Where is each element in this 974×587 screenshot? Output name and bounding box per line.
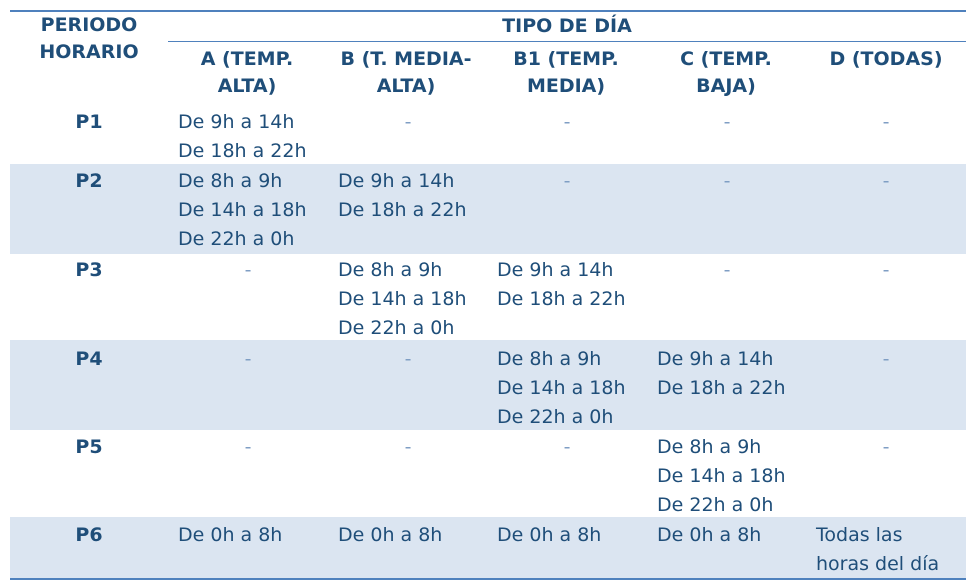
cell-p6-col1 bbox=[178, 521, 328, 550]
cell-p1-col2 bbox=[328, 108, 488, 137]
cell-text-line: horas del día bbox=[816, 553, 940, 575]
cell-p2-col4 bbox=[647, 167, 807, 196]
cell-text-line: De 9h a 14h bbox=[497, 259, 614, 281]
cell-text-line: De 22h a 0h bbox=[497, 406, 614, 428]
cell-p1-col1 bbox=[178, 108, 328, 166]
header-tipo-de-dia: TIPO DE DÍA bbox=[502, 15, 632, 37]
cell-p6-col3 bbox=[497, 521, 647, 550]
cell-text-line: - bbox=[244, 436, 252, 458]
cell-p2-col3 bbox=[487, 167, 647, 196]
cell-text-line: - bbox=[882, 170, 890, 192]
cell-text-line: De 0h a 8h bbox=[497, 524, 602, 546]
cell-p2-col5 bbox=[806, 167, 966, 196]
cell-text-line: De 22h a 0h bbox=[178, 228, 295, 250]
cell-text-line: - bbox=[244, 259, 252, 281]
cell-text-line: De 9h a 14h bbox=[657, 348, 774, 370]
column-header-b-line-1: B (T. MEDIA- bbox=[340, 48, 472, 70]
cell-text-line: - bbox=[404, 348, 412, 370]
cell-p6-col2 bbox=[338, 521, 488, 550]
cell-text-line: - bbox=[404, 436, 412, 458]
cell-text-line: De 18h a 22h bbox=[657, 377, 786, 399]
column-header-b1-line-2: MEDIA) bbox=[526, 75, 606, 97]
cell-text-line: De 8h a 9h bbox=[178, 170, 283, 192]
cell-p5-col4 bbox=[657, 433, 807, 520]
column-header-b bbox=[326, 46, 486, 100]
period-label-p5: P5 bbox=[75, 436, 103, 458]
cell-p3-col4 bbox=[647, 256, 807, 285]
header-periodo-line-2: HORARIO bbox=[39, 41, 139, 63]
cell-text-line: De 14h a 18h bbox=[178, 199, 307, 221]
cell-text-line: De 0h a 8h bbox=[338, 524, 443, 546]
column-header-c-line-2: BAJA) bbox=[696, 75, 756, 97]
cell-text-line: - bbox=[404, 111, 412, 133]
header-periodo-horario bbox=[10, 12, 168, 66]
column-header-b1-line-1: B1 (TEMP. bbox=[513, 48, 619, 70]
cell-p5-col1 bbox=[168, 433, 328, 462]
cell-text-line: De 0h a 8h bbox=[178, 524, 283, 546]
cell-text-line: - bbox=[723, 111, 731, 133]
column-header-d bbox=[806, 46, 966, 73]
cell-text-line: De 0h a 8h bbox=[657, 524, 762, 546]
period-label-p4: P4 bbox=[75, 348, 103, 370]
cell-text-line: De 14h a 18h bbox=[497, 377, 626, 399]
cell-p4-col4 bbox=[657, 345, 807, 403]
cell-p5-col5 bbox=[806, 433, 966, 462]
cell-p4-col2 bbox=[328, 345, 488, 374]
cell-text-line: Todas las bbox=[816, 524, 903, 546]
cell-text-line: De 22h a 0h bbox=[338, 317, 455, 339]
cell-text-line: - bbox=[882, 348, 890, 370]
cell-p1-col4 bbox=[647, 108, 807, 137]
cell-text-line: De 18h a 22h bbox=[338, 199, 467, 221]
cell-p3-col3 bbox=[497, 256, 647, 314]
cell-text-line: De 9h a 14h bbox=[338, 170, 455, 192]
table-bottom-border bbox=[10, 578, 966, 580]
period-label-p2: P2 bbox=[75, 170, 103, 192]
column-header-a-line-2: ALTA) bbox=[217, 75, 277, 97]
cell-text-line: De 22h a 0h bbox=[657, 494, 774, 516]
cell-text-line: - bbox=[563, 111, 571, 133]
cell-p6-col4 bbox=[657, 521, 807, 550]
cell-p4-col1 bbox=[168, 345, 328, 374]
period-label-p1: P1 bbox=[75, 111, 103, 133]
column-header-a-line-1: A (TEMP. bbox=[200, 48, 294, 70]
cell-text-line: - bbox=[563, 170, 571, 192]
cell-text-line: De 14h a 18h bbox=[338, 288, 467, 310]
cell-text-line: De 14h a 18h bbox=[657, 465, 786, 487]
cell-text-line: De 8h a 9h bbox=[497, 348, 602, 370]
cell-p3-col1 bbox=[168, 256, 328, 285]
cell-p1-col3 bbox=[487, 108, 647, 137]
column-header-c-line-1: C (TEMP. bbox=[680, 48, 772, 70]
cell-p5-col3 bbox=[487, 433, 647, 462]
cell-p5-col2 bbox=[328, 433, 488, 462]
column-header-d-line-1: D (TODAS) bbox=[829, 48, 943, 70]
cell-text-line: - bbox=[882, 111, 890, 133]
column-header-a bbox=[168, 46, 326, 100]
period-label-p3: P3 bbox=[75, 259, 103, 281]
cell-text-line: De 18h a 22h bbox=[497, 288, 626, 310]
cell-p1-col5 bbox=[806, 108, 966, 137]
cell-p2-col1 bbox=[178, 167, 328, 254]
cell-p4-col3 bbox=[497, 345, 647, 432]
header-periodo-line-1: PERIODO bbox=[40, 14, 138, 36]
tariff-periods-table bbox=[10, 10, 966, 580]
cell-text-line: De 18h a 22h bbox=[178, 140, 307, 162]
cell-text-line: - bbox=[723, 259, 731, 281]
header-divider bbox=[168, 41, 966, 42]
column-header-b-line-2: ALTA) bbox=[376, 75, 436, 97]
cell-p3-col5 bbox=[806, 256, 966, 285]
period-label-p6: P6 bbox=[75, 524, 103, 546]
cell-text-line: - bbox=[882, 259, 890, 281]
cell-p4-col5 bbox=[806, 345, 966, 374]
cell-p6-col5 bbox=[816, 521, 966, 579]
cell-text-line: De 8h a 9h bbox=[338, 259, 443, 281]
cell-text-line: De 8h a 9h bbox=[657, 436, 762, 458]
cell-p3-col2 bbox=[338, 256, 488, 343]
cell-text-line: - bbox=[244, 348, 252, 370]
column-header-b1 bbox=[486, 46, 646, 100]
cell-text-line: - bbox=[563, 436, 571, 458]
cell-p2-col2 bbox=[338, 167, 488, 225]
cell-text-line: De 9h a 14h bbox=[178, 111, 295, 133]
cell-text-line: - bbox=[882, 436, 890, 458]
column-header-c bbox=[646, 46, 806, 100]
cell-text-line: - bbox=[723, 170, 731, 192]
